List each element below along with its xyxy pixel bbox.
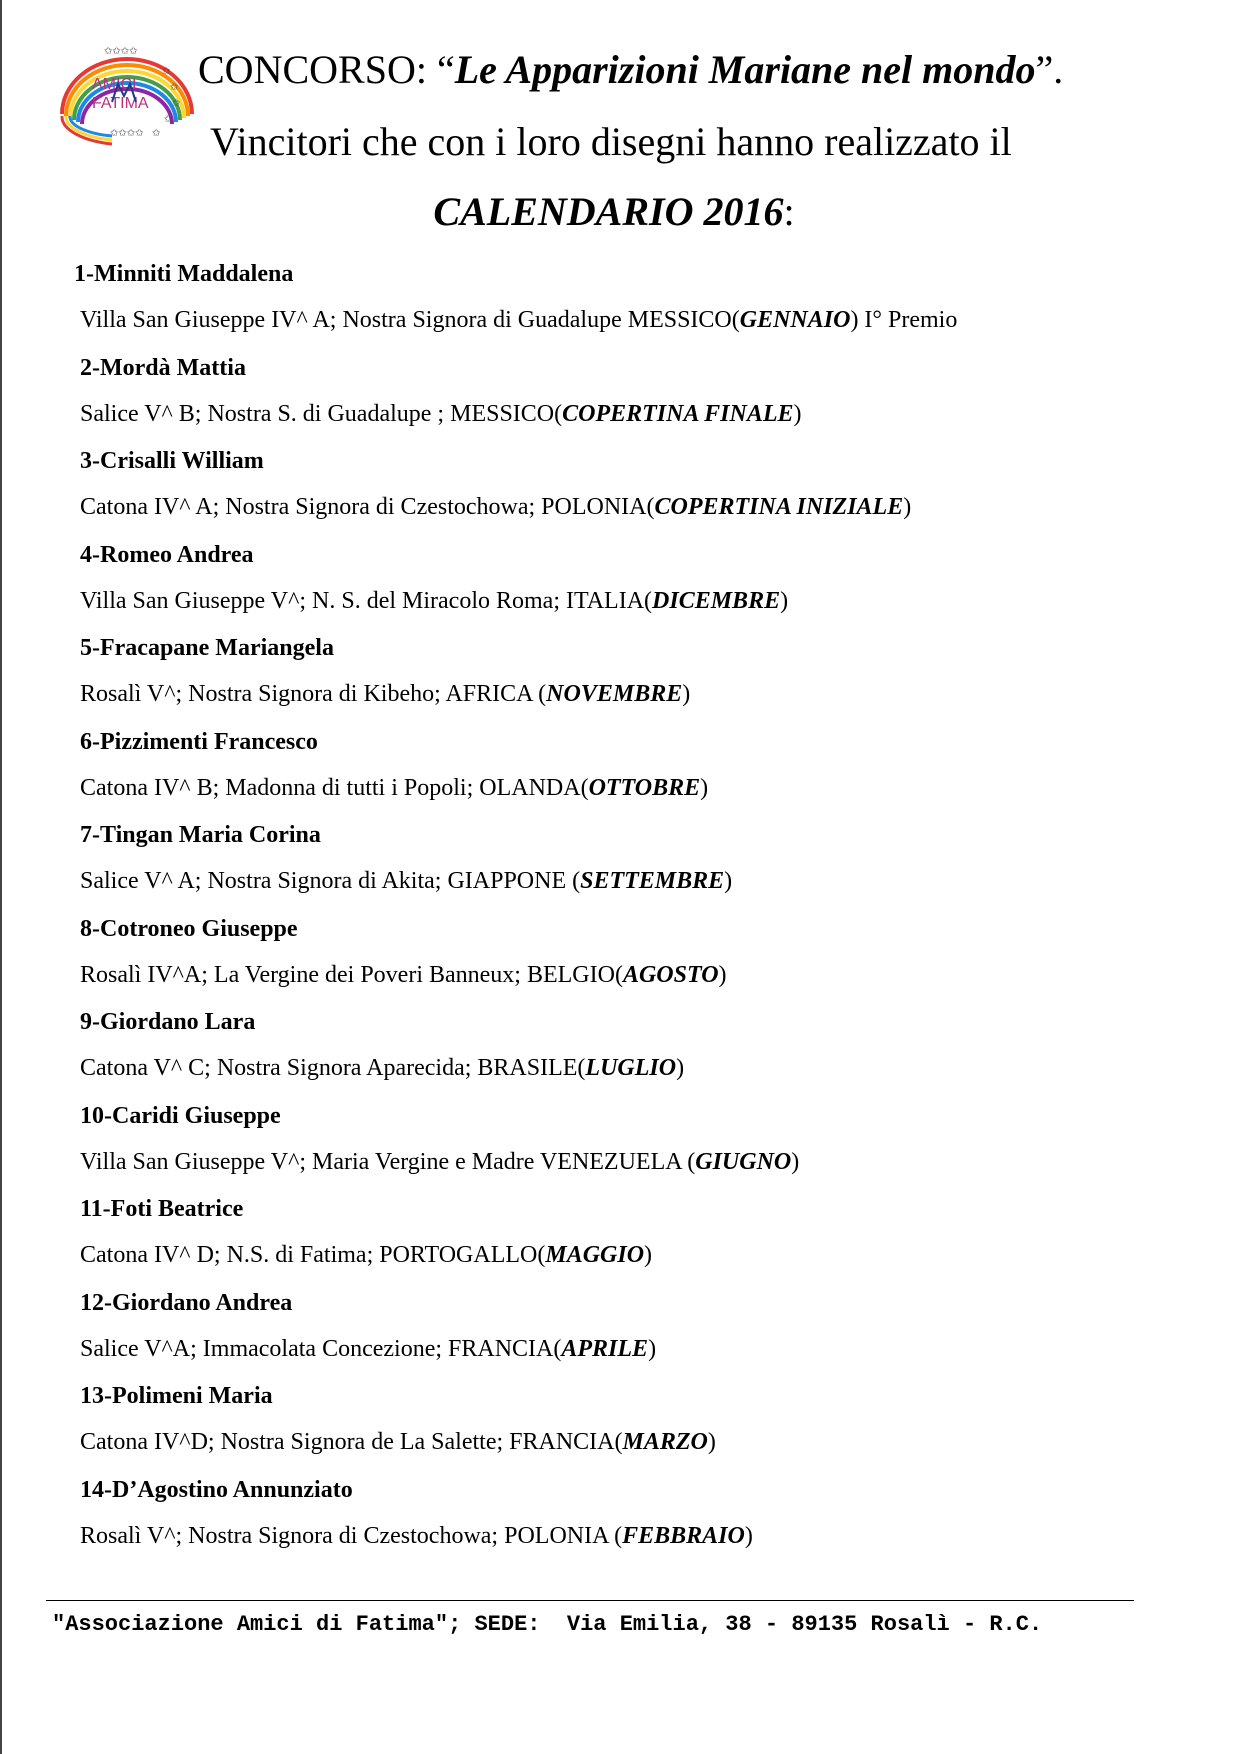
winner-month: LUGLIO [585, 1055, 677, 1081]
winner-name: 7-Tingan Maria Corina [80, 822, 321, 848]
winner-details-text: Catona IV^ B; Madonna di tutti i Popoli; OLANDA( [80, 774, 589, 801]
winner-name: 5-Fracapane Mariangela [80, 635, 334, 661]
winner-details-text: Catona IV^ D; N.S. di Fatima; PORTOGALLO( [80, 1242, 546, 1268]
list-item [0, 632, 1240, 726]
svg-text:✩✩✩✩: ✩✩✩✩ [110, 128, 144, 139]
footer-divider [46, 1600, 1134, 1601]
calendar-suffix: : [783, 189, 795, 234]
winner-details [80, 304, 957, 336]
winner-details [80, 398, 802, 430]
winner-details-tail: ) [676, 1055, 685, 1081]
list-item [0, 1193, 1240, 1287]
winner-details-text: Catona V^ C; Nostra Signora Aparecida; BRASILE( [80, 1055, 586, 1081]
subtitle: Vincitori che con i loro disegni hanno realizzato il [210, 119, 1012, 164]
svg-text:✩✩✩✩: ✩✩✩✩ [104, 46, 138, 57]
winner-name: 10-Caridi Giuseppe [80, 1102, 281, 1129]
title-prefix: CONCORSO: “ [198, 47, 455, 92]
winner-details-text: Rosalì V^; Nostra Signora di Czestochowa; POLONIA ( [80, 1522, 623, 1549]
winner-details [80, 1333, 656, 1365]
winner-name: 12-Giordano Andrea [80, 1289, 293, 1316]
winner-details [80, 678, 690, 710]
winner-name: 11-Foti Beatrice [80, 1196, 244, 1222]
list-item [0, 726, 1240, 820]
winner-details-tail: ) [700, 774, 709, 801]
winner-details [80, 1052, 684, 1084]
winner-name: 6-Pizzimenti Francesco [80, 728, 318, 755]
title-suffix: ”. [1035, 47, 1064, 92]
list-item [0, 913, 1240, 1007]
winner-name: 9-Giordano Lara [80, 1009, 256, 1035]
winner-name: 13-Polimeni Maria [80, 1383, 273, 1409]
list-item [0, 1006, 1240, 1100]
winner-details [80, 772, 708, 804]
winner-month: DICEMBRE [652, 587, 781, 614]
winner-name: 3-Crisalli William [80, 448, 264, 474]
winner-details-tail: ) [780, 587, 789, 614]
winner-details-tail: ) [744, 1522, 753, 1549]
winner-name: 4-Romeo Andrea [80, 541, 254, 568]
winner-month: COPERTINA INIZIALE [654, 494, 904, 520]
winner-details-tail: ) I° Premio [850, 307, 958, 333]
svg-text:✩: ✩ [162, 66, 171, 77]
calendar-heading [0, 184, 1240, 240]
winner-details [80, 1146, 799, 1178]
winner-details-text: Catona IV^D; Nostra Signora de La Salette; FRANCIA( [80, 1429, 623, 1455]
winner-details [80, 865, 732, 897]
list-item [0, 258, 1240, 352]
winner-month: GENNAIO [739, 307, 851, 333]
list-item [0, 1100, 1240, 1194]
winner-details-tail: ) [791, 1148, 800, 1175]
list-item [0, 819, 1240, 913]
winner-name: 14-D’Agostino Annunziato [80, 1476, 353, 1503]
winner-month: SETTEMBRE [580, 868, 725, 894]
svg-text:✩: ✩ [164, 114, 173, 125]
winner-details-tail: ) [793, 400, 802, 427]
winner-details-text: Villa San Giuseppe V^; Maria Vergine e Madre VENEZUELA ( [80, 1148, 696, 1175]
winner-details-tail: ) [644, 1242, 653, 1268]
title-italic: Le Apparizioni Mariane nel mondo [454, 47, 1036, 92]
list-item [0, 1287, 1240, 1381]
svg-text:✩: ✩ [152, 128, 161, 139]
winner-details-text: Salice V^ B; Nostra S. di Guadalupe ; MESSICO( [80, 400, 563, 427]
winner-month: NOVEMBRE [546, 681, 683, 707]
winner-name: 8-Cotroneo Giuseppe [80, 915, 298, 942]
winner-month: MARZO [622, 1429, 708, 1455]
winner-month: FEBBRAIO [622, 1522, 745, 1549]
winner-name: 2-Mordà Mattia [80, 354, 246, 381]
winner-details-tail: ) [903, 494, 912, 520]
list-item [0, 1474, 1240, 1568]
footer-address: "Associazione Amici di Fatima"; SEDE: Via Emilia, 38 - 89135 Rosalì - R.C. [52, 1612, 1043, 1637]
winner-details-text: Villa San Giuseppe V^; N. S. del Miracolo Roma; ITALIA( [80, 587, 653, 614]
winner-details-text: Villa San Giuseppe IV^ A; Nostra Signora di Guadalupe MESSICO( [80, 307, 740, 333]
winner-details-text: Rosalì V^; Nostra Signora di Kibeho; AFRICA ( [80, 681, 547, 707]
winner-details-tail: ) [724, 868, 733, 894]
page-title [198, 42, 1063, 98]
list-item [0, 539, 1240, 633]
winner-details-tail: ) [682, 681, 691, 707]
winner-month: GIUGNO [695, 1148, 792, 1175]
svg-text:✩: ✩ [172, 98, 181, 109]
calendar-title: CALENDARIO 2016 [433, 189, 784, 234]
winner-month: AGOSTO [622, 961, 719, 988]
svg-text:FATIMA: FATIMA [92, 95, 149, 112]
svg-text:✩: ✩ [170, 82, 179, 93]
list-item [0, 1380, 1240, 1474]
winner-details-text: Rosalì IV^A; La Vergine dei Poveri Banneux; BELGIO( [80, 961, 623, 988]
svg-text:AMICI: AMICI [92, 76, 137, 93]
list-item [0, 445, 1240, 539]
winner-details-text: Salice V^ A; Nostra Signora di Akita; GIAPPONE ( [80, 868, 581, 894]
winner-month: MAGGIO [545, 1242, 645, 1268]
winner-details [80, 1520, 753, 1552]
winner-details-text: Catona IV^ A; Nostra Signora di Czestochowa; POLONIA( [80, 494, 655, 520]
winner-name: 1-Minniti Maddalena [74, 261, 294, 287]
amici-fatima-logo [52, 44, 202, 146]
winner-month: COPERTINA FINALE [562, 400, 794, 427]
winner-month: APRILE [561, 1335, 649, 1362]
winner-details-text: Salice V^A; Immacolata Concezione; FRANCIA( [80, 1335, 562, 1362]
winner-details [80, 491, 911, 523]
winner-details [80, 585, 788, 617]
winner-details-tail: ) [648, 1335, 657, 1362]
winner-month: OTTOBRE [588, 774, 701, 801]
winner-details-tail: ) [707, 1429, 716, 1455]
winner-details [80, 1426, 716, 1458]
winners-list [0, 258, 1240, 1567]
winner-details [80, 1239, 652, 1271]
winner-details-tail: ) [718, 961, 727, 988]
winner-details [80, 959, 727, 991]
list-item [0, 352, 1240, 446]
